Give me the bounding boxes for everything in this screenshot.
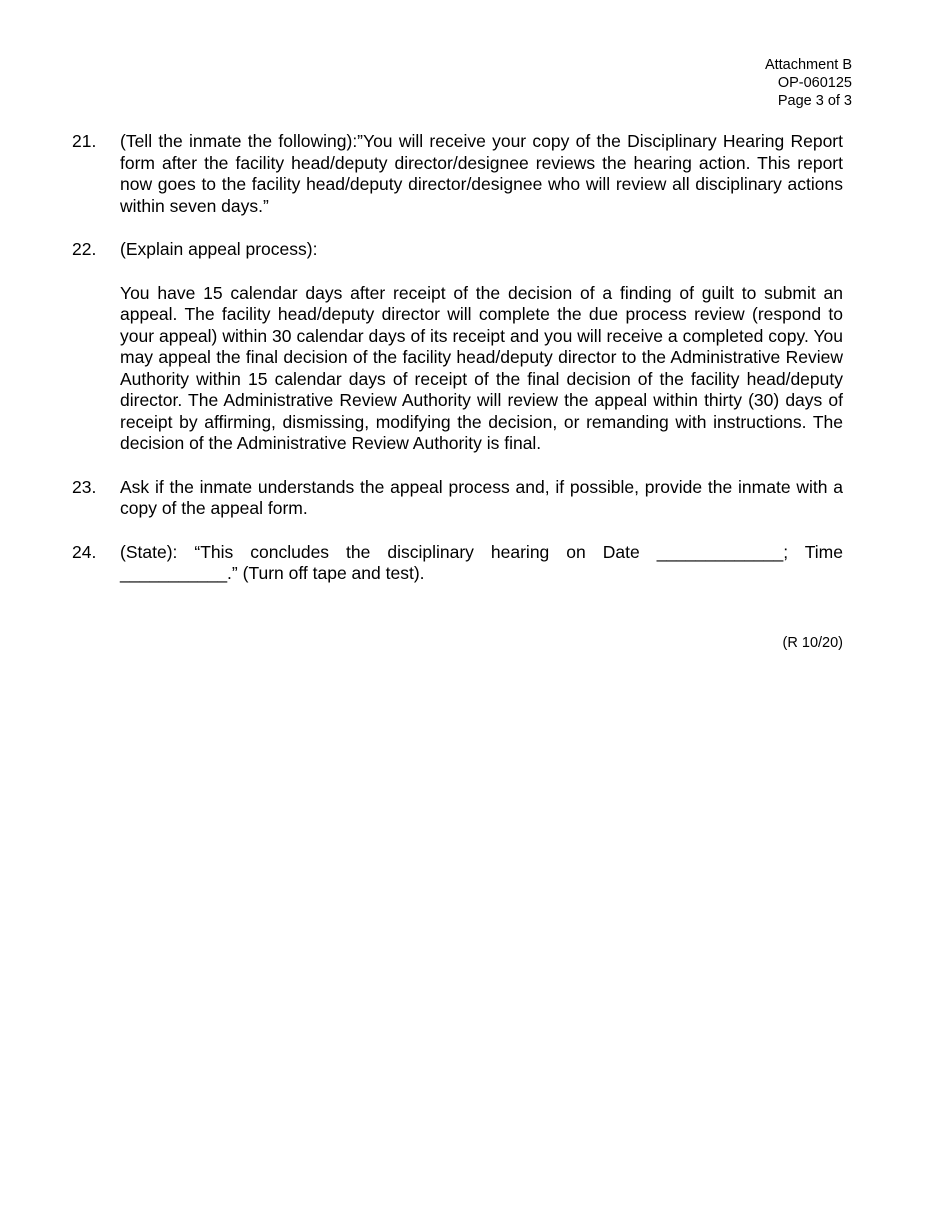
revision-date: (R 10/20) <box>782 635 843 651</box>
item-text: (Explain appeal process): <box>120 239 318 259</box>
document-header <box>765 56 852 110</box>
procedure-item-22 <box>72 239 843 455</box>
op-number: OP-060125 <box>777 75 852 91</box>
item-text: (Tell the inmate the following):”You will receive your copy of the Disciplinary Hearing Report form after the facility head/deputy director/designee reviews the hearing action. This report now goes to the facility head/deputy director/designee who will review all disciplinary actions within seven days.” <box>120 131 843 216</box>
page-number: Page 3 of 3 <box>777 93 852 109</box>
item-number: 21. <box>72 131 97 151</box>
procedure-list <box>72 131 843 607</box>
item-number: 22. <box>72 239 97 259</box>
item-text: Ask if the inmate understands the appeal process and, if possible, provide the inmate with a copy of the appeal form. <box>120 476 843 518</box>
procedure-item-21 <box>72 131 843 217</box>
item-number: 23. <box>72 476 97 497</box>
attachment-label: Attachment B <box>764 57 852 73</box>
item-number: 24. <box>72 541 97 562</box>
item-text: (State): “This concludes the disciplinary hearing on Date _____________; Time ___________.” (Turn off tape and test). <box>120 541 843 583</box>
procedure-item-24 <box>72 542 843 585</box>
appeal-process-paragraph: You have 15 calendar days after receipt of the decision of a finding of guilt to submit an appeal. The facility head/deputy director will complete the due process review (respond to your appeal) within 30 calendar days of its receipt and you will receive a completed copy. You may appeal the final decision of the facility head/deputy director to the Administrative Review Authority within 15 calendar days of receipt of the final decision of the facility head/deputy director. The Administrative Review Authority will review the appeal within thirty (30) days of receipt by affirming, dismissing, modifying the decision, or remanding with instructions. The decision of the Administrative Review Authority is final. <box>120 282 843 453</box>
procedure-item-23 <box>72 477 843 520</box>
